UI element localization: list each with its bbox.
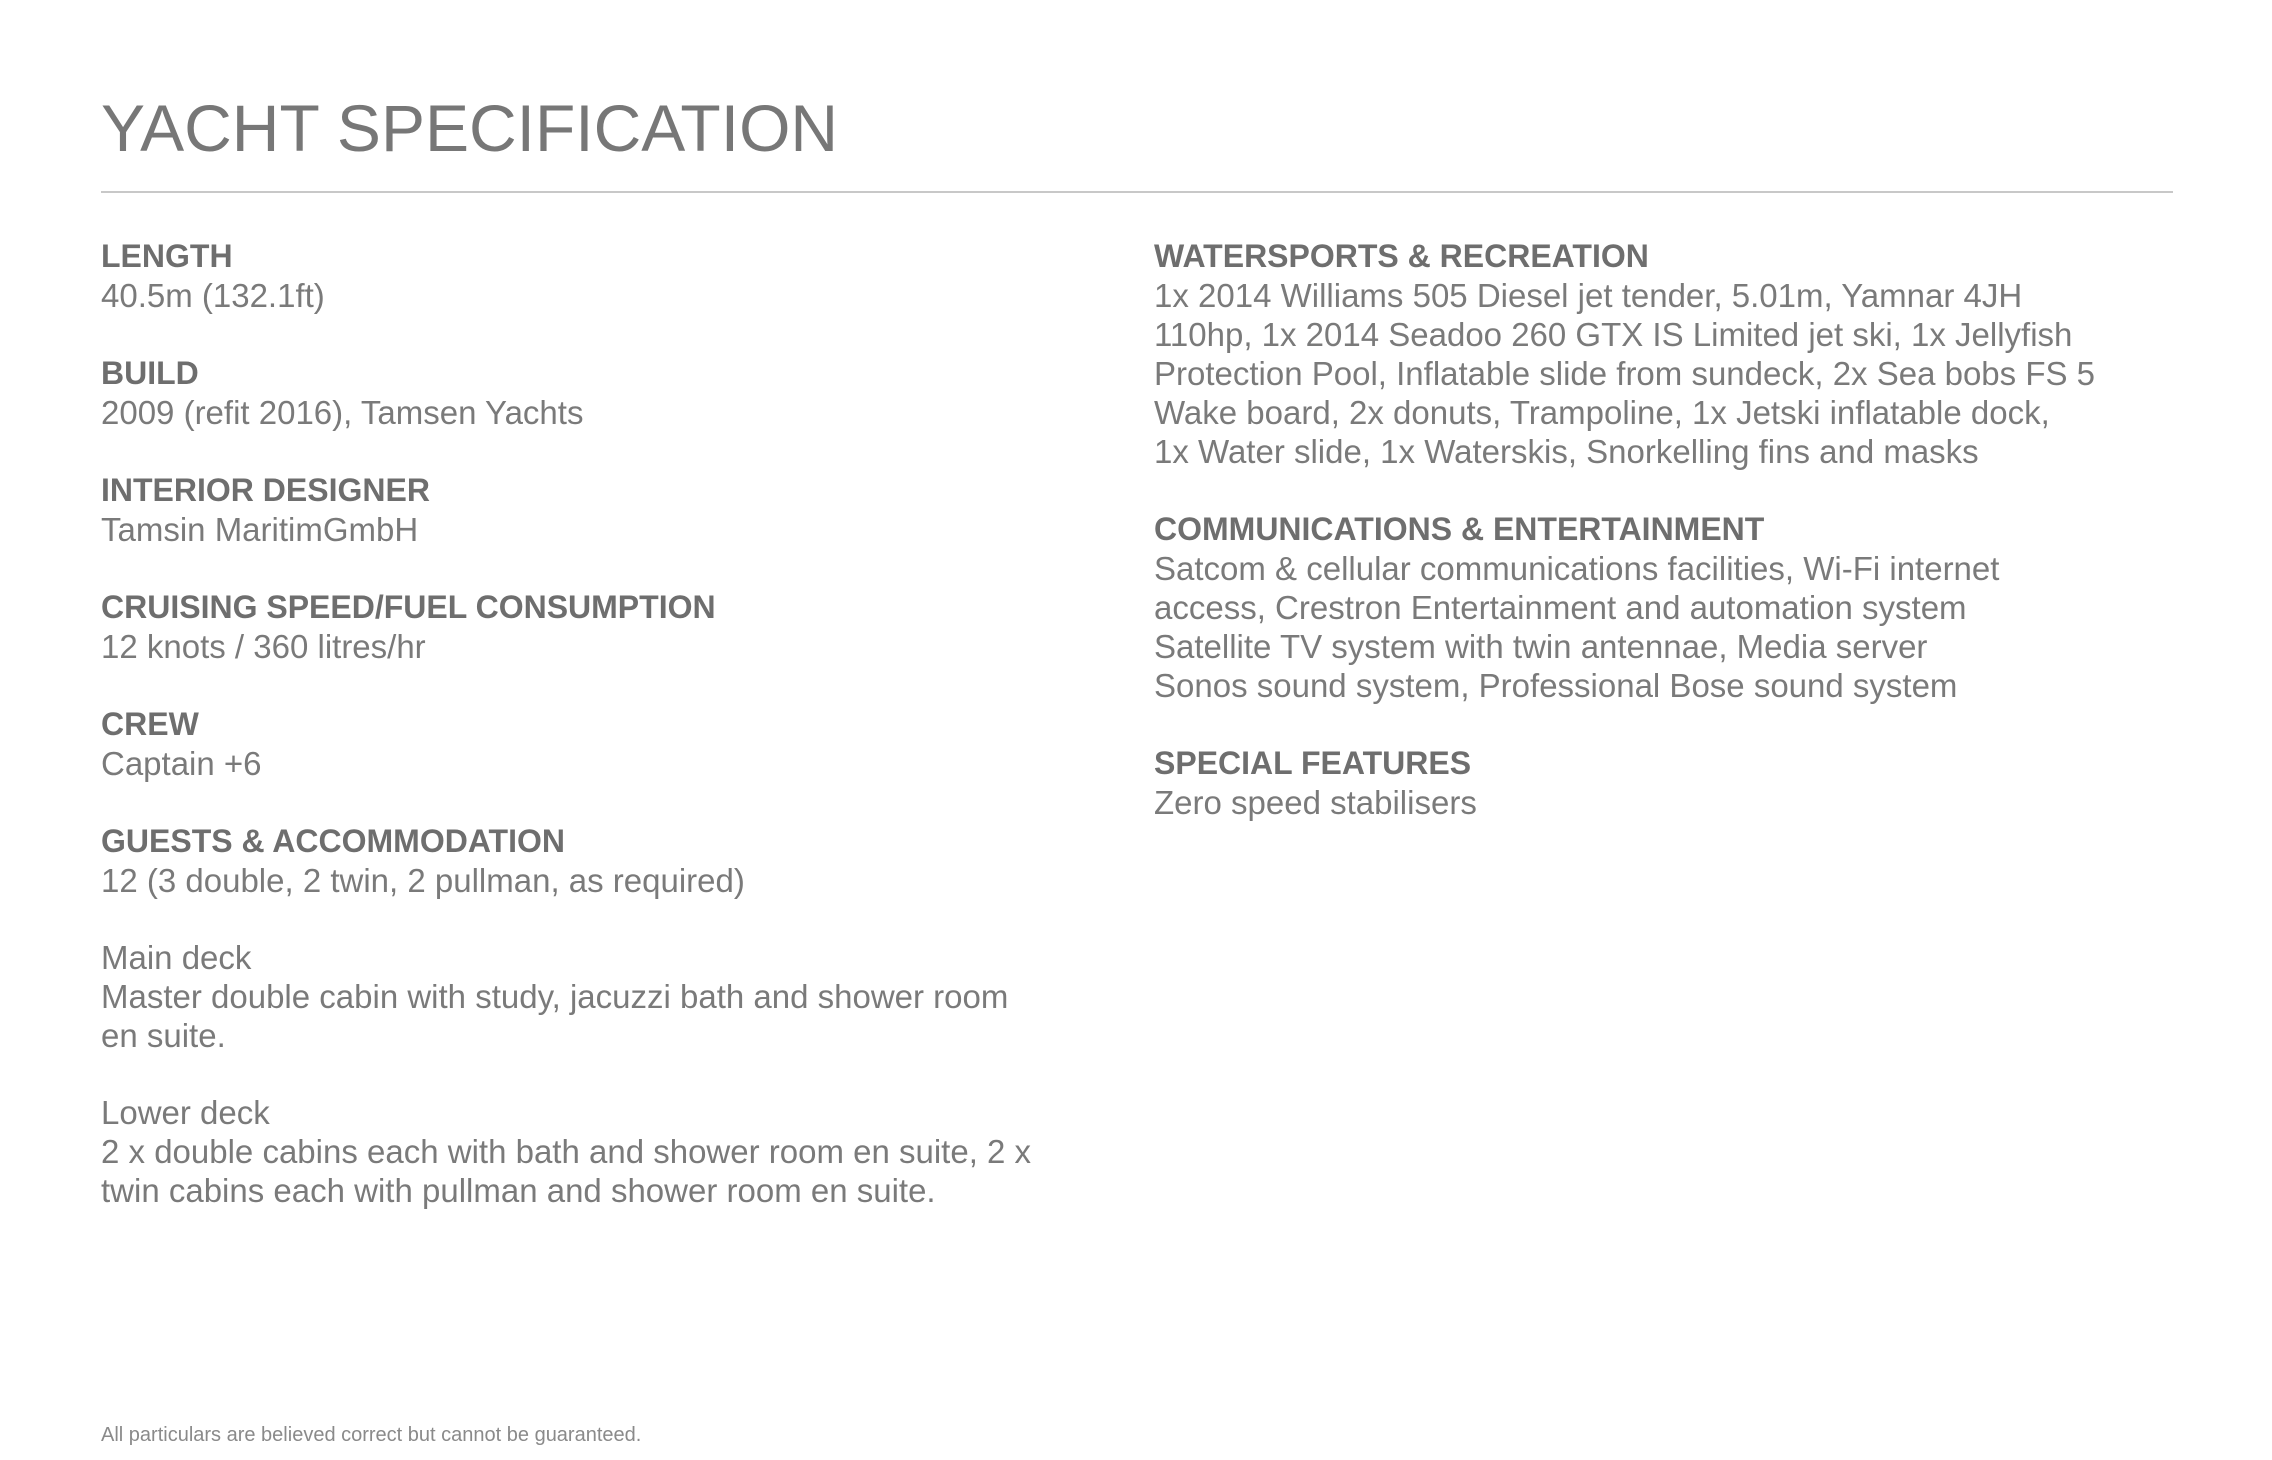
spec-value: 12 knots / 360 litres/hr	[101, 628, 426, 665]
spec-communications	[1154, 509, 2174, 705]
spec-value-line: 1x 2014 Williams 505 Diesel jet tender, 5.01m, Yamnar 4JH	[1154, 277, 2023, 314]
spec-cruising-speed	[101, 587, 1111, 666]
left-column	[101, 236, 1111, 1248]
deck-description-line: Master double cabin with study, jacuzzi bath and shower room	[101, 978, 1009, 1015]
spec-value-line: access, Crestron Entertainment and automation system	[1154, 589, 1967, 626]
deck-label: Main deck	[101, 939, 252, 976]
spec-heading: COMMUNICATIONS & ENTERTAINMENT	[1154, 511, 1765, 547]
deck-description-line: twin cabins each with pullman and shower room en suite.	[101, 1172, 936, 1209]
spec-crew	[101, 704, 1111, 783]
lower-deck-block	[101, 1093, 1111, 1210]
spec-value: Zero speed stabilisers	[1154, 784, 1477, 821]
spec-value-line: 1x Water slide, 1x Waterskis, Snorkelling fins and masks	[1154, 433, 1979, 470]
spec-value-line: Wake board, 2x donuts, Trampoline, 1x Jetski inflatable dock,	[1154, 394, 2050, 431]
spec-heading: WATERSPORTS & RECREATION	[1154, 238, 1649, 274]
spec-watersports	[1154, 236, 2174, 471]
spec-value-line: Satellite TV system with twin antennae, Media server	[1154, 628, 1928, 665]
spec-heading: CREW	[101, 706, 199, 742]
spec-value: 2009 (refit 2016), Tamsen Yachts	[101, 394, 584, 431]
spec-heading: SPECIAL FEATURES	[1154, 745, 1472, 781]
spec-value-line: 110hp, 1x 2014 Seadoo 260 GTX IS Limited jet ski, 1x Jellyfish	[1154, 316, 2073, 353]
spec-value: Tamsin MaritimGmbH	[101, 511, 419, 548]
spec-value: Captain +6	[101, 745, 262, 782]
spec-special-features	[1154, 743, 2174, 822]
spec-value: 12 (3 double, 2 twin, 2 pullman, as required)	[101, 862, 745, 899]
right-column	[1154, 236, 2174, 860]
spec-build	[101, 353, 1111, 432]
spec-heading: BUILD	[101, 355, 199, 391]
spec-heading: GUESTS & ACCOMMODATION	[101, 823, 565, 859]
spec-heading: CRUISING SPEED/FUEL CONSUMPTION	[101, 589, 716, 625]
spec-interior-designer	[101, 470, 1111, 549]
deck-description-line: en suite.	[101, 1017, 226, 1054]
spec-heading: LENGTH	[101, 238, 233, 274]
page-title: YACHT SPECIFICATION	[101, 91, 839, 165]
spec-value-line: Satcom & cellular communications facilities, Wi-Fi internet	[1154, 550, 2000, 587]
disclaimer: All particulars are believed correct but cannot be guaranteed.	[101, 1424, 642, 1446]
spec-value-line: Sonos sound system, Professional Bose sound system	[1154, 667, 1958, 704]
spec-value-line: Protection Pool, Inflatable slide from sundeck, 2x Sea bobs FS 5	[1154, 355, 2096, 392]
deck-description-line: 2 x double cabins each with bath and shower room en suite, 2 x	[101, 1133, 1032, 1170]
deck-label: Lower deck	[101, 1094, 270, 1131]
main-deck-block	[101, 938, 1111, 1055]
spec-length	[101, 236, 1111, 315]
title-divider	[101, 191, 2173, 193]
spec-heading: INTERIOR DESIGNER	[101, 472, 430, 508]
spec-value: 40.5m (132.1ft)	[101, 277, 325, 314]
spec-guests	[101, 821, 1111, 900]
